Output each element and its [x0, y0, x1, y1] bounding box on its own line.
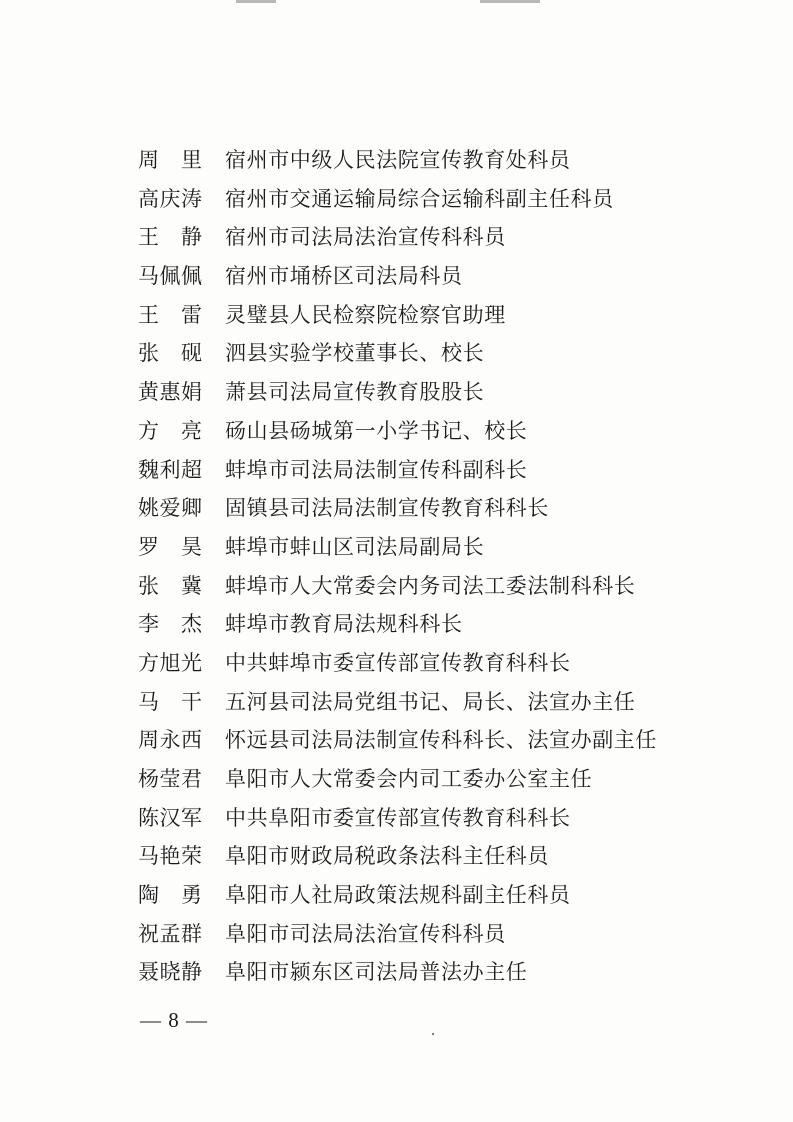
person-title: 中共蚌埠市委宣传部宣传教育科科长	[225, 650, 571, 675]
list-item	[138, 567, 758, 606]
person-title: 固镇县司法局法制宣传教育科科长	[225, 496, 549, 521]
person-title: 蚌埠市人大常委会内务司法工委法制科科长	[225, 573, 636, 598]
person-title: 五河县司法局党组书记、局长、法宣办主任	[225, 689, 636, 714]
person-title: 砀山县砀城第一小学书记、校长	[225, 418, 528, 443]
person-name: 祝孟群	[138, 921, 202, 946]
list-item	[138, 915, 758, 954]
person-title: 阜阳市人社局政策法规科副主任科员	[225, 883, 571, 908]
person-name: 方旭光	[138, 650, 202, 675]
person-name: 陶 勇	[138, 883, 202, 908]
scan-speck	[432, 1033, 434, 1035]
list-item	[138, 760, 758, 799]
page-number: — 8 —	[140, 1008, 208, 1032]
person-name: 李 杰	[138, 612, 202, 637]
list-item	[138, 257, 758, 296]
person-title: 萧县司法局宣传教育股股长	[225, 380, 485, 405]
list-item	[138, 296, 758, 335]
person-title: 中共阜阳市委宣传部宣传教育科科长	[225, 805, 571, 830]
person-name: 马佩佩	[138, 264, 202, 289]
person-name: 王 雷	[138, 302, 202, 327]
list-item	[138, 683, 758, 722]
person-title: 阜阳市财政局税政条法科主任科员	[225, 844, 549, 869]
list-item	[138, 489, 758, 528]
person-title: 怀远县司法局法制宣传科科长、法宣办副主任	[225, 728, 657, 753]
list-item	[138, 837, 758, 876]
person-name: 周 里	[138, 148, 202, 172]
person-title: 宿州市司法局法治宣传科科员	[225, 225, 506, 250]
person-title: 蚌埠市蚌山区司法局副局长	[225, 534, 485, 559]
person-name: 马艳荣	[138, 844, 202, 869]
list-item	[138, 180, 758, 219]
person-name: 方 亮	[138, 418, 202, 443]
person-title: 泗县实验学校董事长、校长	[225, 341, 485, 366]
name-list	[138, 141, 758, 992]
person-title: 蚌埠市教育局法规科科长	[225, 612, 463, 637]
list-item	[138, 373, 758, 412]
list-item	[138, 528, 758, 567]
person-name: 魏利超	[138, 457, 202, 482]
person-title: 灵璧县人民检察院检察官助理	[225, 302, 506, 327]
list-item	[138, 644, 758, 683]
scan-edge-mark	[480, 0, 540, 3]
scan-edge-mark	[236, 0, 276, 3]
person-name: 周永西	[138, 728, 202, 753]
person-title: 阜阳市司法局法治宣传科科员	[225, 921, 506, 946]
person-name: 王 静	[138, 225, 202, 250]
person-name: 高庆涛	[138, 186, 202, 211]
person-name: 马 干	[138, 689, 202, 714]
list-item	[138, 799, 758, 838]
list-item	[138, 451, 758, 490]
person-name: 姚爱卿	[138, 496, 202, 521]
list-item	[138, 218, 758, 257]
person-name: 张 冀	[138, 573, 202, 598]
person-name: 张 砚	[138, 341, 202, 366]
list-item	[138, 953, 758, 992]
person-name: 罗 昊	[138, 534, 202, 559]
list-item	[138, 605, 758, 644]
person-title: 宿州市埇桥区司法局科员	[225, 264, 463, 289]
person-title: 宿州市中级人民法院宣传教育处科员	[225, 148, 571, 172]
person-name: 陈汉军	[138, 805, 202, 830]
person-title: 宿州市交通运输局综合运输科副主任科员	[225, 186, 614, 211]
person-name: 杨莹君	[138, 767, 202, 791]
person-title: 蚌埠市司法局法制宣传科副科长	[225, 457, 528, 482]
person-name: 聂晓静	[138, 960, 202, 985]
person-title: 阜阳市颍东区司法局普法办主任	[225, 960, 528, 985]
list-item	[138, 876, 758, 915]
list-item	[138, 721, 758, 760]
person-name: 黄惠娟	[138, 380, 202, 405]
person-title: 阜阳市人大常委会内司工委办公室主任	[225, 767, 593, 791]
list-item	[138, 141, 758, 180]
list-item	[138, 334, 758, 373]
list-item	[138, 412, 758, 451]
